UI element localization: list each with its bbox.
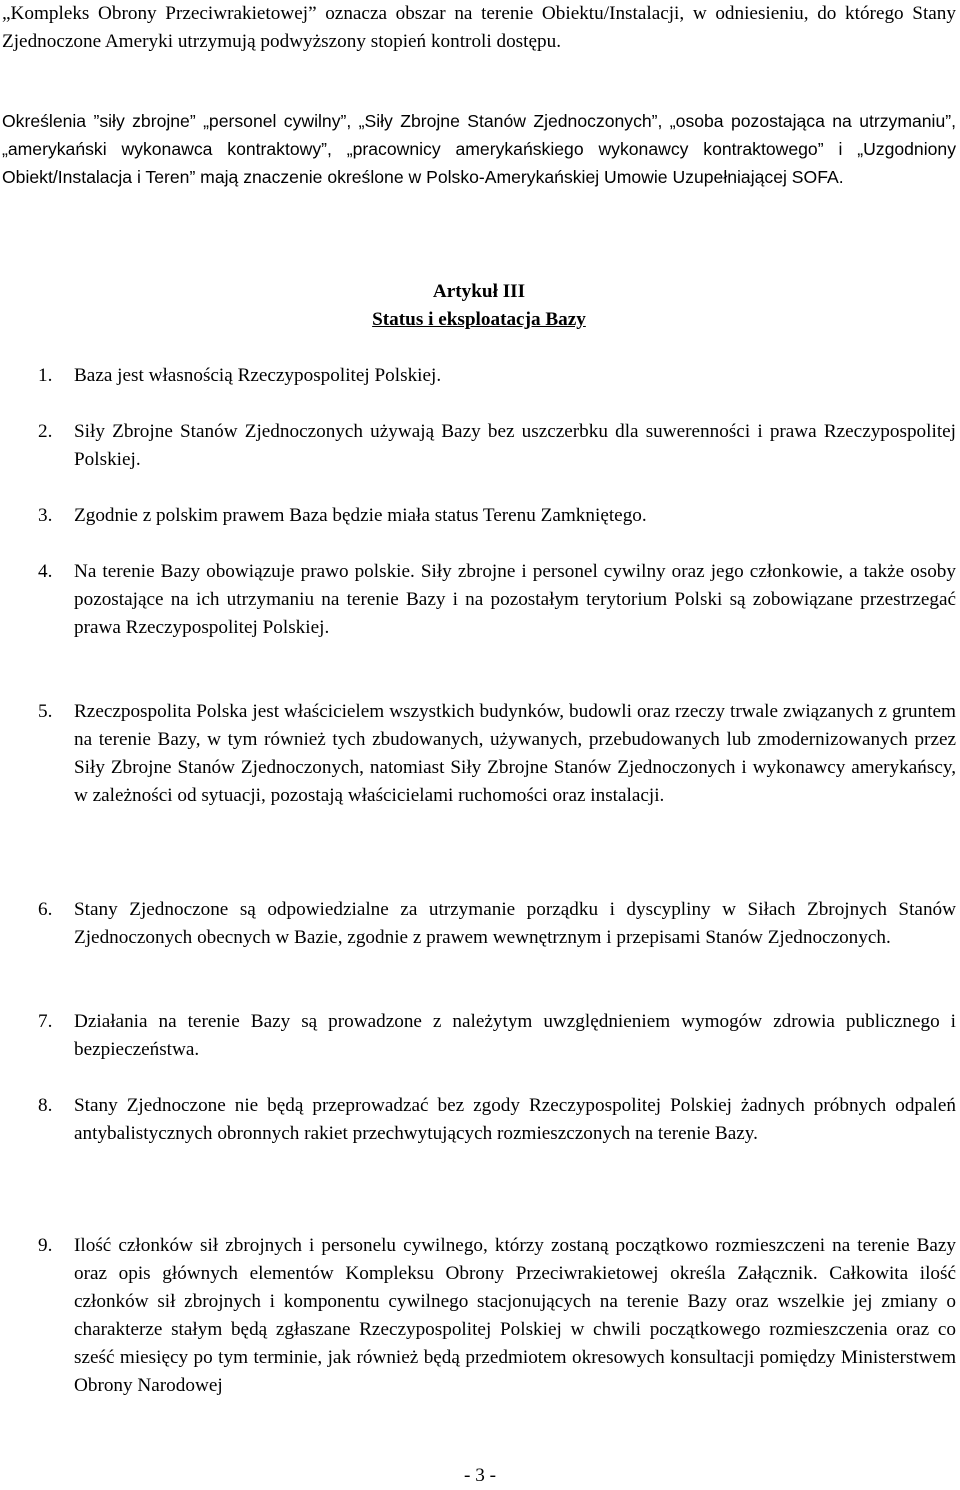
item-text: Baza jest własnością Rzeczypospolitej Polskiej.	[74, 365, 442, 386]
item-text: Stany Zjednoczone nie będą przeprowadzać bez zgody Rzeczypospolitej Polskiej żadnych próbnych odpaleń antybalistycznych obronnych rakiet przechwytujących rozmieszczonych na terenie Bazy.	[74, 1095, 956, 1144]
item-number: 7.	[38, 1011, 53, 1032]
list-item	[2, 1008, 956, 1064]
intro-paragraph: „Kompleks Obrony Przeciwrakietowej” oznacza obszar na terenie Obiektu/Instalacji, w odniesieniu, do którego Stany Zjednoczone Ameryki utrzymują podwyższony stopień kontroli dostępu.	[2, 3, 956, 52]
list-item	[2, 558, 956, 642]
list-item	[2, 1232, 956, 1400]
definitions-paragraph: Określenia ”siły zbrojne” „personel cywilny”, „Siły Zbrojne Stanów Zjednoczonych”, „osoba pozostająca na utrzymaniu”, „amerykański wykonawca kontraktowy”, „pracownicy amerykańskiego wykonawcy kontraktowego” i „Uzgodniony Obiekt/Instalacja i Teren” mają znaczenie określone w Polsko-Amerykańskiej Umowie Uzupełniającej SOFA.	[2, 111, 956, 187]
list-item	[2, 502, 956, 530]
page-number: - 3 -	[464, 1465, 496, 1486]
item-text: Zgodnie z polskim prawem Baza będzie miała status Terenu Zamkniętego.	[74, 505, 647, 526]
item-number: 3.	[38, 505, 53, 526]
item-number: 8.	[38, 1095, 53, 1116]
article-subtitle: Status i eksploatacja Bazy	[372, 309, 586, 330]
list-item	[2, 896, 956, 952]
item-text: Rzeczpospolita Polska jest właścicielem wszystkich budynków, budowli oraz rzeczy trwale związanych z gruntem na terenie Bazy, w tym również tych zbudowanych, używanych, przebudowanych lub zmodernizowanych przez Siły Zbrojne Stanów Zjednoczonych, natomiast Siły Zbrojne Stanów Zjednoczonych i wykonawcy amerykańscy, w zależności od sytuacji, pozostają właścicielami ruchomości oraz instalacji.	[74, 701, 956, 806]
item-text: Ilość członków sił zbrojnych i personelu cywilnego, którzy zostaną początkowo rozmieszczeni na terenie Bazy oraz opis głównych elementów Kompleksu Obrony Przeciwrakietowej określa Załącznik. Całkowita ilość członków sił zbrojnych i komponentu cywilnego stacjonujących na terenie Bazy oraz wszelkie jej zmiany o charakterze stałym będą zgłaszane Rzeczypospolitej Polskiej w chwili początkowego rozmieszczenia oraz co sześć miesięcy po tym terminie, jak również będą przedmiotem okresowych konsultacji pomiędzy Ministerstwem Obrony Narodowej	[74, 1235, 956, 1396]
item-number: 6.	[38, 899, 53, 920]
list-item	[2, 1092, 956, 1148]
item-number: 4.	[38, 561, 53, 582]
item-number: 1.	[38, 365, 53, 386]
item-number: 9.	[38, 1235, 53, 1256]
article-title: Artykuł III	[432, 281, 526, 302]
list-item	[2, 362, 956, 390]
item-text: Na terenie Bazy obowiązuje prawo polskie. Siły zbrojne i personel cywilny oraz jego członkowie, a także osoby pozostające na ich utrzymaniu na terenie Bazy i na pozostałym terytorium Polski są zobowiązane przestrzegać prawa Rzeczypospolitej Polskiej.	[74, 561, 956, 638]
item-text: Siły Zbrojne Stanów Zjednoczonych używają Bazy bez uszczerbku dla suwerenności i prawa Rzeczypospolitej Polskiej.	[74, 421, 956, 470]
list-item	[2, 418, 956, 474]
item-number: 2.	[38, 421, 53, 442]
list-item	[2, 698, 956, 810]
item-text: Stany Zjednoczone są odpowiedzialne za utrzymanie porządku i dyscypliny w Siłach Zbrojnych Stanów Zjednoczonych obecnych w Bazie, zgodnie z prawem wewnętrznym i przepisami Stanów Zjednoczonych.	[74, 899, 956, 948]
item-text: Działania na terenie Bazy są prowadzone z należytym uwzględnieniem wymogów zdrowia publicznego i bezpieczeństwa.	[74, 1011, 956, 1060]
item-number: 5.	[38, 701, 53, 722]
